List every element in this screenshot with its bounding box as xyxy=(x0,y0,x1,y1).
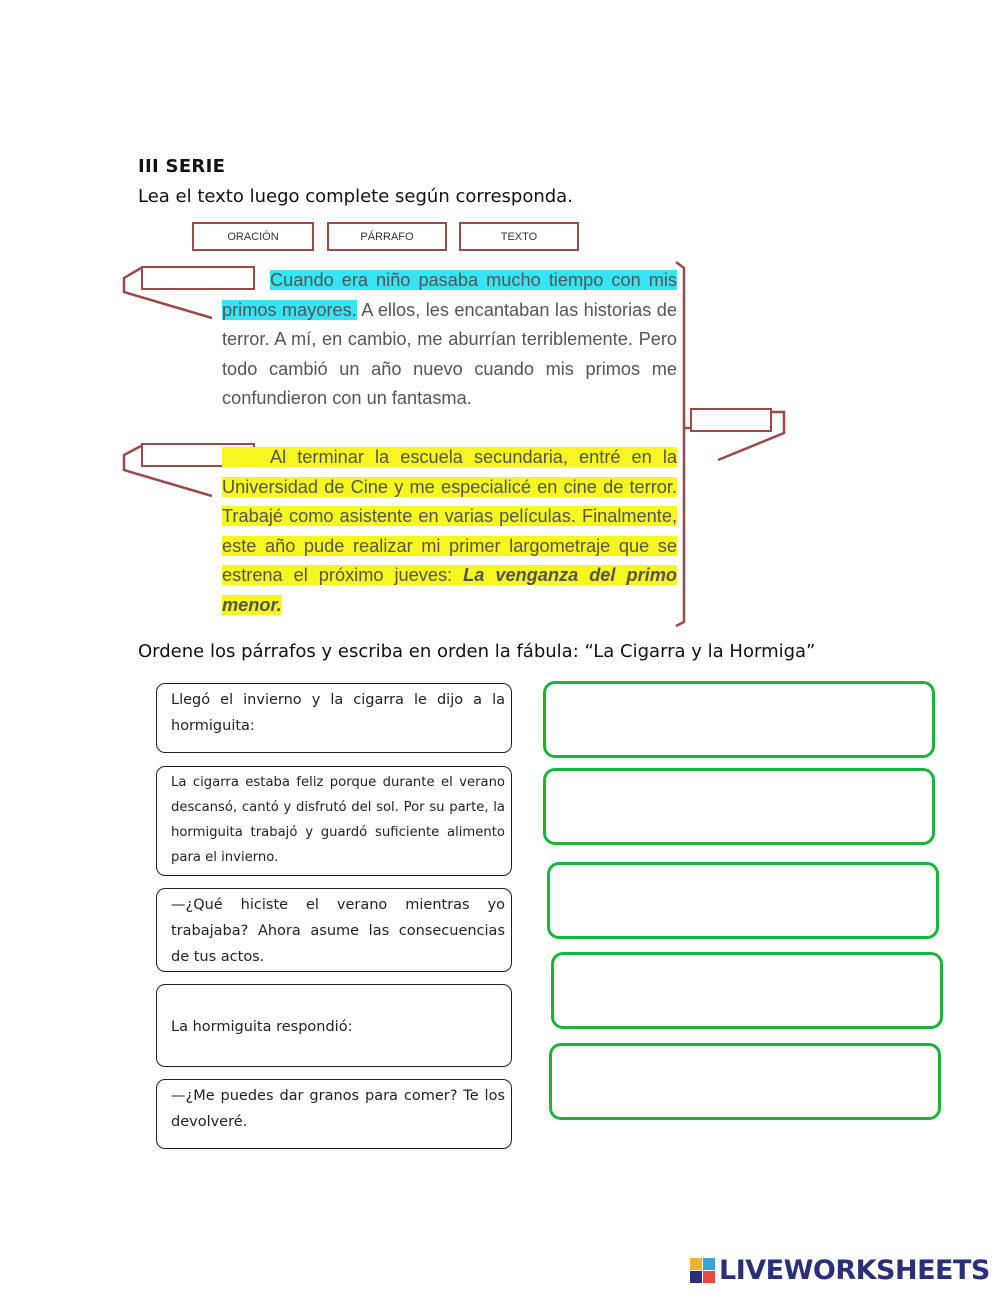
instruction-fable: Ordene los párrafos y escriba en orden la fábula: “La Cigarra y la Hormiga” xyxy=(138,641,816,662)
paragraph-2-text: Al terminar la escuela secundaria, entré en la Universidad de Cine y me especialicé en cine de terror. Trabajé como asistente en varias películas. Finalmente, este año pude realizar mi primer largometraje que se estrena el próximo jueves: xyxy=(222,447,677,585)
passage-paragraph-1 xyxy=(222,266,677,414)
label-parrafo[interactable]: PÁRRAFO xyxy=(327,222,447,251)
drop-zone-3[interactable] xyxy=(547,862,939,939)
section-title: III SERIE xyxy=(138,156,226,177)
drop-zone-1[interactable] xyxy=(543,681,935,758)
label-texto[interactable]: TEXTO xyxy=(459,222,579,251)
drop-zone-2[interactable] xyxy=(543,768,935,845)
fable-card[interactable]: Llegó el invierno y la cigarra le dijo a la hormiguita: xyxy=(156,683,512,753)
fable-card[interactable]: —¿Qué hiciste el verano mientras yo trabajaba? Ahora asume las consecuencias de tus actos. xyxy=(156,888,512,972)
highlighted-sentence: Cuando era niño pasaba mucho tiempo con mis primos mayores. xyxy=(222,270,677,320)
answer-box-text[interactable] xyxy=(690,408,772,432)
movie-title: La venganza del primo menor. xyxy=(222,565,677,615)
logo-mark-icon xyxy=(690,1258,715,1283)
paragraph-1-rest: A ellos, les encantaban las historias de terror. A mí, en cambio, me aburrían terriblemente. Pero todo cambió un año nuevo cuando mis primos me confundieron con un fantasma. xyxy=(222,299,677,408)
instruction-text: Lea el texto luego complete según corresponda. xyxy=(138,186,573,207)
passage-paragraph-2 xyxy=(222,443,677,620)
logo-text: LIVEWORKSHEETS xyxy=(719,1254,990,1286)
fable-card[interactable]: La cigarra estaba feliz porque durante el verano descansó, cantó y disfrutó del sol. Por su parte, la hormiguita trabajó y guardó suficiente alimento para el invierno. xyxy=(156,766,512,876)
fable-card-text: La hormiguita respondió: xyxy=(171,1019,353,1035)
fable-card[interactable]: —¿Me puedes dar granos para comer? Te los devolveré. xyxy=(156,1079,512,1149)
liveworksheets-logo xyxy=(690,1253,990,1287)
drop-zone-4[interactable] xyxy=(551,952,943,1029)
fable-card[interactable] xyxy=(156,984,512,1067)
label-oracion[interactable]: ORACIÓN xyxy=(192,222,314,251)
drop-zone-5[interactable] xyxy=(549,1043,941,1120)
